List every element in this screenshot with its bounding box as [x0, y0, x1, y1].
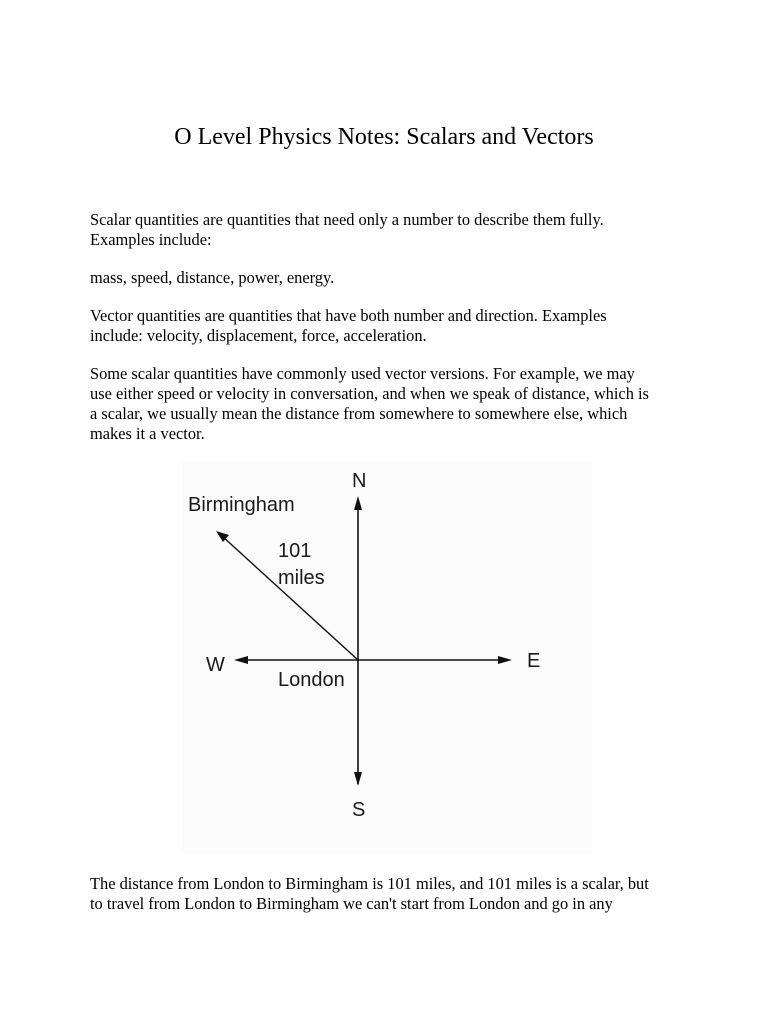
- paragraph-london-birmingham: The distance from London to Birmingham is 101 miles, and 101 miles is a scalar, but to travel from London to Birmingham we can't start from London and go in any: [90, 874, 649, 913]
- north-label: N: [352, 470, 367, 492]
- south-arrowhead-icon: [354, 772, 362, 786]
- birmingham-label: Birmingham: [188, 494, 295, 516]
- paragraph-scalar-definition: Scalar quantities are quantities that need only a number to describe them fully. Examples include:: [90, 210, 604, 249]
- west-arrowhead-icon: [234, 656, 248, 664]
- east-arrowhead-icon: [498, 656, 512, 664]
- west-label: W: [206, 654, 225, 676]
- distance-value-label: 101: [278, 540, 312, 562]
- east-label: E: [527, 650, 541, 672]
- compass-diagram: [182, 462, 592, 854]
- london-label: London: [278, 669, 345, 691]
- south-label: S: [352, 799, 366, 821]
- distance-unit-label: miles: [278, 567, 325, 589]
- compass-diagram-svg: [182, 462, 592, 854]
- paragraph-scalar-vector-versions: Some scalar quantities have commonly used vector versions. For example, we may use either speed or velocity in conversation, and when we speak of distance, which is a scalar, we usually mean the distance from somewhere to somewhere else, which makes it a vector.: [90, 364, 649, 443]
- paragraph-scalar-examples: mass, speed, distance, power, energy.: [90, 268, 335, 287]
- paragraph-vector-definition: Vector quantities are quantities that have both number and direction. Examples include: velocity, displacement, force, acceleration.: [90, 306, 607, 345]
- page-title: O Level Physics Notes: Scalars and Vectors: [174, 124, 594, 150]
- north-arrowhead-icon: [354, 496, 362, 510]
